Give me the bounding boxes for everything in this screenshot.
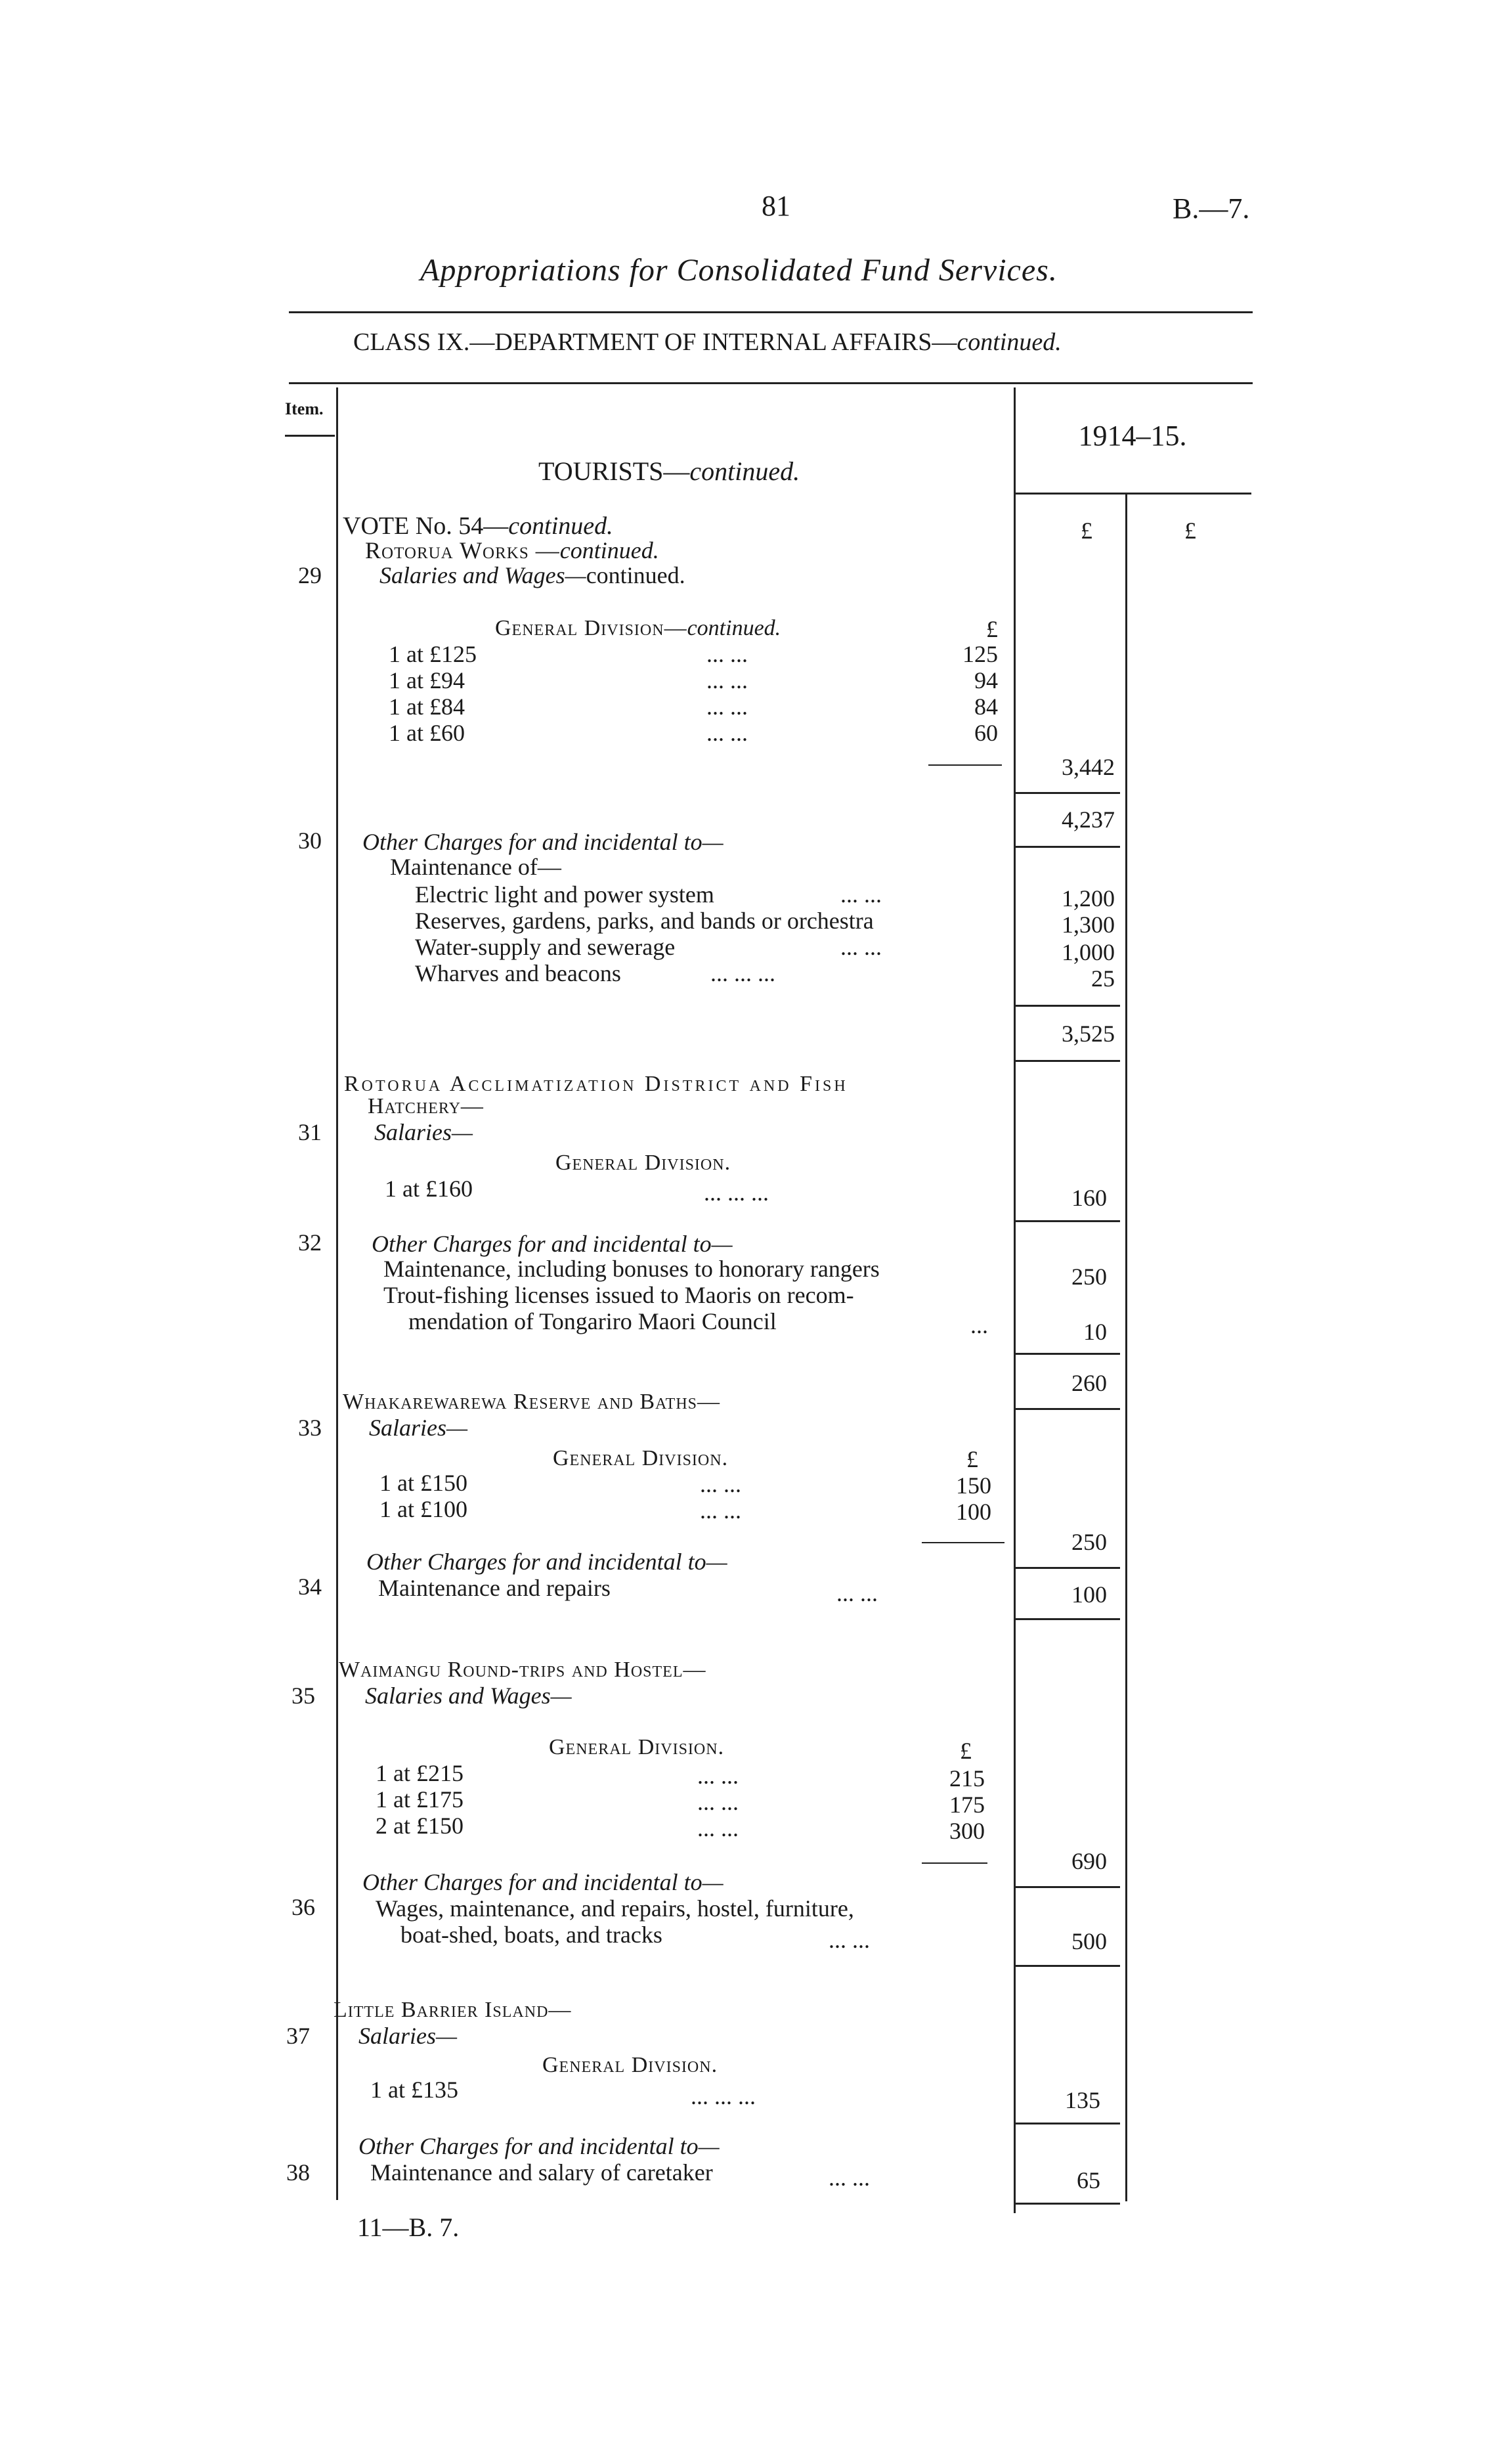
leader-dots: ... ... bbox=[840, 881, 882, 908]
item-column-divider bbox=[336, 387, 338, 2200]
class-heading-rule bbox=[289, 382, 1253, 384]
leader-dots: ... ... bbox=[840, 934, 882, 960]
charge-amount: 1,300 bbox=[1062, 912, 1115, 938]
item-29: 29 bbox=[298, 562, 322, 588]
leader-dots: ... bbox=[970, 1312, 988, 1338]
charge-amount: 1,200 bbox=[1062, 885, 1115, 912]
class-heading: CLASS IX.—DEPARTMENT OF INTERNAL AFFAIRS—continued. bbox=[353, 328, 1062, 356]
charge-amount: 1,000 bbox=[1062, 939, 1115, 965]
item-32: 32 bbox=[298, 1229, 322, 1256]
maintenance-repairs-amount: 100 bbox=[1071, 1581, 1107, 1608]
salary-label: 1 at £100 bbox=[379, 1496, 467, 1522]
salary-label: 1 at £84 bbox=[389, 693, 465, 720]
trout-licenses-line-2: mendation of Tongariro Maori Council bbox=[408, 1308, 777, 1334]
total-rule-32 bbox=[1015, 1408, 1120, 1410]
item-column-rule bbox=[285, 435, 335, 437]
salary-amount: 300 bbox=[949, 1818, 985, 1844]
leader-dots: ... ... ... bbox=[710, 960, 775, 986]
leader-dots: ... ... bbox=[706, 641, 748, 667]
maintenance-of-heading: Maintenance of— bbox=[390, 854, 561, 880]
pound-column-sign: £ bbox=[1081, 517, 1092, 544]
salary-total-rule-33 bbox=[922, 1542, 1004, 1543]
other-charges-heading-36: Other Charges for and incidental to— bbox=[362, 1869, 724, 1895]
leader-dots: ... ... bbox=[697, 1789, 739, 1815]
leader-dots: ... ... bbox=[706, 693, 748, 720]
section-title: TOURISTS—continued. bbox=[538, 456, 800, 486]
salary-amount: 100 bbox=[956, 1499, 991, 1525]
signature-mark: 11—B. 7. bbox=[357, 2212, 460, 2242]
acclimatization-heading: Rotorua Acclimatization District and Fish bbox=[344, 1072, 848, 1096]
item-35: 35 bbox=[292, 1683, 315, 1709]
leader-dots: ... ... bbox=[829, 1927, 870, 1953]
wages-maintenance-line-2: boat-shed, boats, and tracks bbox=[400, 1922, 662, 1948]
charge-label: Electric light and power system bbox=[415, 881, 714, 908]
leader-dots: ... ... bbox=[706, 720, 748, 746]
maintenance-repairs-line: Maintenance and repairs bbox=[378, 1575, 611, 1601]
total-rule-37 bbox=[1015, 2123, 1120, 2124]
salary-label: 1 at £60 bbox=[389, 720, 465, 746]
charge-amount: 25 bbox=[1091, 965, 1115, 992]
pound-sign-29: £ bbox=[986, 616, 998, 642]
maintenance-bonuses-line: Maintenance, including bonuses to honorary rangers bbox=[383, 1256, 880, 1282]
leader-dots: ... ... bbox=[700, 1471, 741, 1497]
caretaker-amount: 65 bbox=[1077, 2167, 1100, 2193]
total-rule-31 bbox=[1015, 1220, 1120, 1222]
salaries-heading-29: Salaries and Wages—continued. bbox=[379, 562, 685, 588]
salaries-heading-31: Salaries— bbox=[374, 1119, 473, 1145]
salary-amount: 84 bbox=[974, 693, 998, 720]
item-column-header: Item. bbox=[285, 399, 324, 418]
item-36: 36 bbox=[292, 1894, 315, 1920]
leader-dots: ... ... bbox=[706, 667, 748, 693]
leader-dots: ... ... ... bbox=[691, 2083, 756, 2109]
general-division-heading-31: General Division. bbox=[555, 1151, 731, 1175]
total-rule-34 bbox=[1015, 1618, 1120, 1620]
charge-label: Water-supply and sewerage bbox=[415, 934, 676, 960]
year-column-header: 1914–15. bbox=[1078, 420, 1187, 452]
salary-amount: 215 bbox=[949, 1765, 985, 1792]
page-title: Appropriations for Consolidated Fund Services. bbox=[420, 253, 1058, 288]
other-charges-heading-38: Other Charges for and incidental to— bbox=[358, 2133, 720, 2159]
trout-licenses-amount: 10 bbox=[1083, 1319, 1107, 1345]
salary-label: 1 at £160 bbox=[385, 1176, 473, 1202]
little-barrier-heading: Little Barrier Island— bbox=[334, 1998, 572, 2022]
salary-label: 1 at £125 bbox=[389, 641, 477, 667]
vote-label: VOTE No. 54—continued. bbox=[343, 512, 613, 540]
total-rotorua-works: 4,237 bbox=[1062, 806, 1115, 833]
salary-total-rule-29 bbox=[928, 764, 1002, 766]
subtotal-rule-35 bbox=[1015, 1886, 1120, 1888]
salaries-heading-37: Salaries— bbox=[358, 2023, 458, 2049]
other-charges-heading-30: Other Charges for and incidental to— bbox=[362, 829, 724, 855]
item-38: 38 bbox=[286, 2159, 310, 2186]
salary-amount: 135 bbox=[1065, 2087, 1100, 2113]
subtotal-33: 250 bbox=[1071, 1529, 1107, 1555]
pound-sign-35: £ bbox=[960, 1738, 972, 1764]
caretaker-line: Maintenance and salary of caretaker bbox=[370, 2159, 713, 2186]
salary-label: 1 at £135 bbox=[370, 2077, 458, 2103]
year-header-rule bbox=[1015, 493, 1251, 495]
leader-dots: ... ... bbox=[697, 1815, 739, 1841]
general-division-heading-29: General Division—continued. bbox=[495, 616, 781, 640]
salaries-heading-33: Salaries— bbox=[369, 1415, 468, 1441]
salary-amount: 175 bbox=[949, 1792, 985, 1818]
wages-maintenance-amount: 500 bbox=[1071, 1928, 1107, 1954]
other-charges-heading-34: Other Charges for and incidental to— bbox=[366, 1549, 727, 1575]
salary-amount: 125 bbox=[962, 641, 998, 667]
salary-label: 1 at £150 bbox=[379, 1470, 467, 1496]
total-other-charges-30: 3,525 bbox=[1062, 1021, 1115, 1047]
leader-dots: ... ... bbox=[836, 1580, 878, 1606]
second-amount-column-divider bbox=[1125, 494, 1127, 2201]
total-other-charges-32: 260 bbox=[1071, 1370, 1107, 1396]
acclimatization-heading-line2: Hatchery— bbox=[368, 1094, 484, 1118]
general-division-heading-33: General Division. bbox=[553, 1446, 729, 1470]
item-33: 33 bbox=[298, 1415, 322, 1441]
general-division-heading-35: General Division. bbox=[549, 1735, 725, 1759]
leader-dots: ... ... bbox=[697, 1763, 739, 1789]
subtotal-rule-33 bbox=[1015, 1567, 1120, 1569]
salary-label: 2 at £150 bbox=[376, 1813, 464, 1839]
pound-column-sign-2: £ bbox=[1184, 517, 1196, 544]
item-31: 31 bbox=[298, 1119, 322, 1145]
item-30: 30 bbox=[298, 827, 322, 854]
salary-total-rule-35 bbox=[922, 1862, 987, 1864]
salary-amount: 160 bbox=[1071, 1185, 1107, 1211]
salary-label: 1 at £94 bbox=[389, 667, 465, 693]
salary-amount: 60 bbox=[974, 720, 998, 746]
subtotal-35: 690 bbox=[1071, 1848, 1107, 1874]
salary-label: 1 at £175 bbox=[376, 1786, 464, 1813]
item-34: 34 bbox=[298, 1574, 322, 1600]
salaries-heading-35: Salaries and Wages— bbox=[365, 1683, 572, 1709]
maintenance-bonuses-amount: 250 bbox=[1071, 1264, 1107, 1290]
salary-amount: 94 bbox=[974, 667, 998, 693]
title-rule bbox=[289, 311, 1253, 313]
subtotal-rule-32 bbox=[1015, 1353, 1120, 1355]
total-rule-rotorua-works bbox=[1015, 846, 1120, 848]
leader-dots: ... ... ... bbox=[704, 1179, 769, 1206]
salary-amount: 150 bbox=[956, 1472, 991, 1499]
pound-sign-33: £ bbox=[966, 1446, 978, 1472]
wages-maintenance-line: Wages, maintenance, and repairs, hostel, furniture, bbox=[376, 1895, 854, 1922]
salary-label: 1 at £215 bbox=[376, 1760, 464, 1786]
other-charges-heading-32: Other Charges for and incidental to— bbox=[372, 1231, 733, 1257]
subtotal-rule-30 bbox=[1015, 1005, 1120, 1007]
rotorua-works-heading: Rotorua Works —continued. bbox=[365, 537, 659, 563]
waimangu-heading: Waimangu Round-trips and Hostel— bbox=[339, 1658, 706, 1682]
charge-label: Reserves, gardens, parks, and bands or orchestra bbox=[415, 908, 874, 934]
general-division-heading-37: General Division. bbox=[542, 2053, 718, 2077]
subtotal-rule-29 bbox=[1015, 792, 1120, 794]
leader-dots: ... ... bbox=[700, 1497, 741, 1524]
item-37: 37 bbox=[286, 2023, 310, 2049]
subtotal-29: 3,442 bbox=[1062, 754, 1115, 780]
document-reference: B.—7. bbox=[1173, 192, 1250, 225]
total-rule-38 bbox=[1015, 2203, 1120, 2205]
total-rule-36 bbox=[1015, 1965, 1120, 1967]
trout-licenses-line: Trout-fishing licenses issued to Maoris on recom- bbox=[383, 1282, 854, 1308]
leader-dots: ... ... bbox=[829, 2165, 870, 2191]
charge-label: Wharves and beacons bbox=[415, 960, 621, 986]
whakarewarewa-heading: Whakarewarewa Reserve and Baths— bbox=[343, 1390, 721, 1414]
total-rule-30 bbox=[1015, 1060, 1120, 1062]
page-number: 81 bbox=[762, 190, 790, 222]
